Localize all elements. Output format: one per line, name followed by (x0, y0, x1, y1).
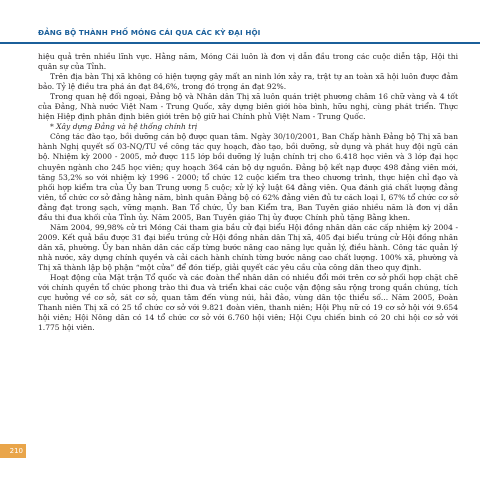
paragraph-3: Trong quan hệ đối ngoại, Đảng bộ và Nhân dân Thị xã luôn quán triệt phương châm 16 chữ vàng và 4 tốt của Đảng, Nhà nước Việt Nam - Trung Quốc, xây dựng biên giới hòa bình, hữu nghị, cùng phát triển. Thực hiện Hiệp định phân định biên giới trên bộ giữ hai Chính phủ Việt Nam - Trung Quốc. (38, 92, 458, 122)
page-number: 210 (0, 444, 26, 458)
running-header: ĐẢNG BỘ THÀNH PHỐ MÓNG CÁI QUA CÁC KỲ ĐẠI HỘI (38, 28, 261, 37)
paragraph-6: Hoạt động của Mặt trận Tổ quốc và các đoàn thể nhân dân có nhiều đổi mới trên cơ sở phối hợp chặt chẽ với chính quyền tổ chức phong trào thi đua và triển khai các cuộc vận động sâu rộng trong quần chúng, tích cực hưởng về cơ sở, sát cơ sở, quan tâm đến vùng núi, hải đảo, vùng dân tộc thiểu số... Năm 2005, Đoàn Thanh niên Thị xã có 25 tổ chức cơ sở với 9.821 đoàn viên, thanh niên; Hội Phụ nữ có 19 cơ sở hội với 9.654 hội viên; Hội Nông dân có 14 tổ chức cơ sở với 6.760 hội viên; Hội Cựu chiến binh có 20 chi hội cơ sở với 1.775 hội viên. (38, 273, 458, 333)
paragraph-2: Trên địa bàn Thị xã không có hiện tượng gây mất an ninh lớn xảy ra, trật tự an toàn xã hội luôn được đảm bảo. Tỷ lệ điều tra phá án đạt 84,6%, trong đó trọng án đạt 92%. (38, 72, 458, 92)
paragraph-5: Năm 2004, 99,98% cử tri Móng Cái tham gia bầu cử đại biểu Hội đồng nhân dân các cấp nhiệm kỳ 2004 - 2009. Kết quả bầu được 31 đại biểu trúng cử Hội đồng nhân dân Thị xã, 405 đại biểu trúng cử Hội đồng nhân dân xã, phường. Ủy ban nhân dân các cấp từng bước nâng cao năng lực quản lý, điều hành. Công tác quản lý nhà nước, xây dựng chính quyền và cải cách hành chính từng bước nâng cao chất lượng. 100% xã, phường và Thị xã thành lập bộ phận “một cửa” để đón tiếp, giải quyết các yêu cầu của công dân theo quy định. (38, 222, 458, 272)
paragraph-4: Công tác đào tạo, bồi dưỡng cán bộ được quan tâm. Ngày 30/10/2001, Ban Chấp hành Đảng bộ Thị xã ban hành Nghị quyết số 03-NQ/TU về công tác quy hoạch, đào tạo, bồi dưỡng, sử dụng và phát huy đội ngũ cán bộ. Nhiệm kỳ 2000 - 2005, mở được 115 lớp bồi dưỡng lý luận chính trị cho 6.418 học viên và 3 lớp đại học chuyên ngành cho 245 học viên; quy hoạch 364 cán bộ dự nguồn. Đảng bộ kết nạp được 498 đảng viên mới, tăng 53,2% so với nhiệm kỳ 1996 - 2000; tổ chức 12 cuộc kiểm tra theo chương trình, thực hiện chỉ đạo và phối hợp kiểm tra của Ủy ban Trung ương 5 cuộc; xử lý kỷ luật 64 đảng viên. Qua đánh giá chất lượng đảng viên, tổ chức cơ sở đảng hằng năm, bình quân Đảng bộ có 62% đảng viên đủ tư cách loại I, 67% tổ chức cơ sở đảng đạt trong sạch, vững mạnh. Ban Tổ chức, Ủy ban Kiểm tra, Ban Tuyên giáo nhiều năm là đơn vị dẫn đầu thi đua khối của Tỉnh ủy. Năm 2005, Ban Tuyên giáo Thị ủy được Chính phủ tặng Bằng khen. (38, 132, 458, 222)
paragraph-1: hiệu quả trên nhiều lĩnh vực. Hằng năm, Móng Cái luôn là đơn vị dẫn đầu trong các cuộc diễn tập, Hội thi quân sự của Tỉnh. (38, 52, 458, 72)
section-heading: * Xây dựng Đảng và hệ thống chính trị (50, 122, 198, 132)
body-text (38, 52, 458, 333)
header-rule (0, 42, 480, 44)
